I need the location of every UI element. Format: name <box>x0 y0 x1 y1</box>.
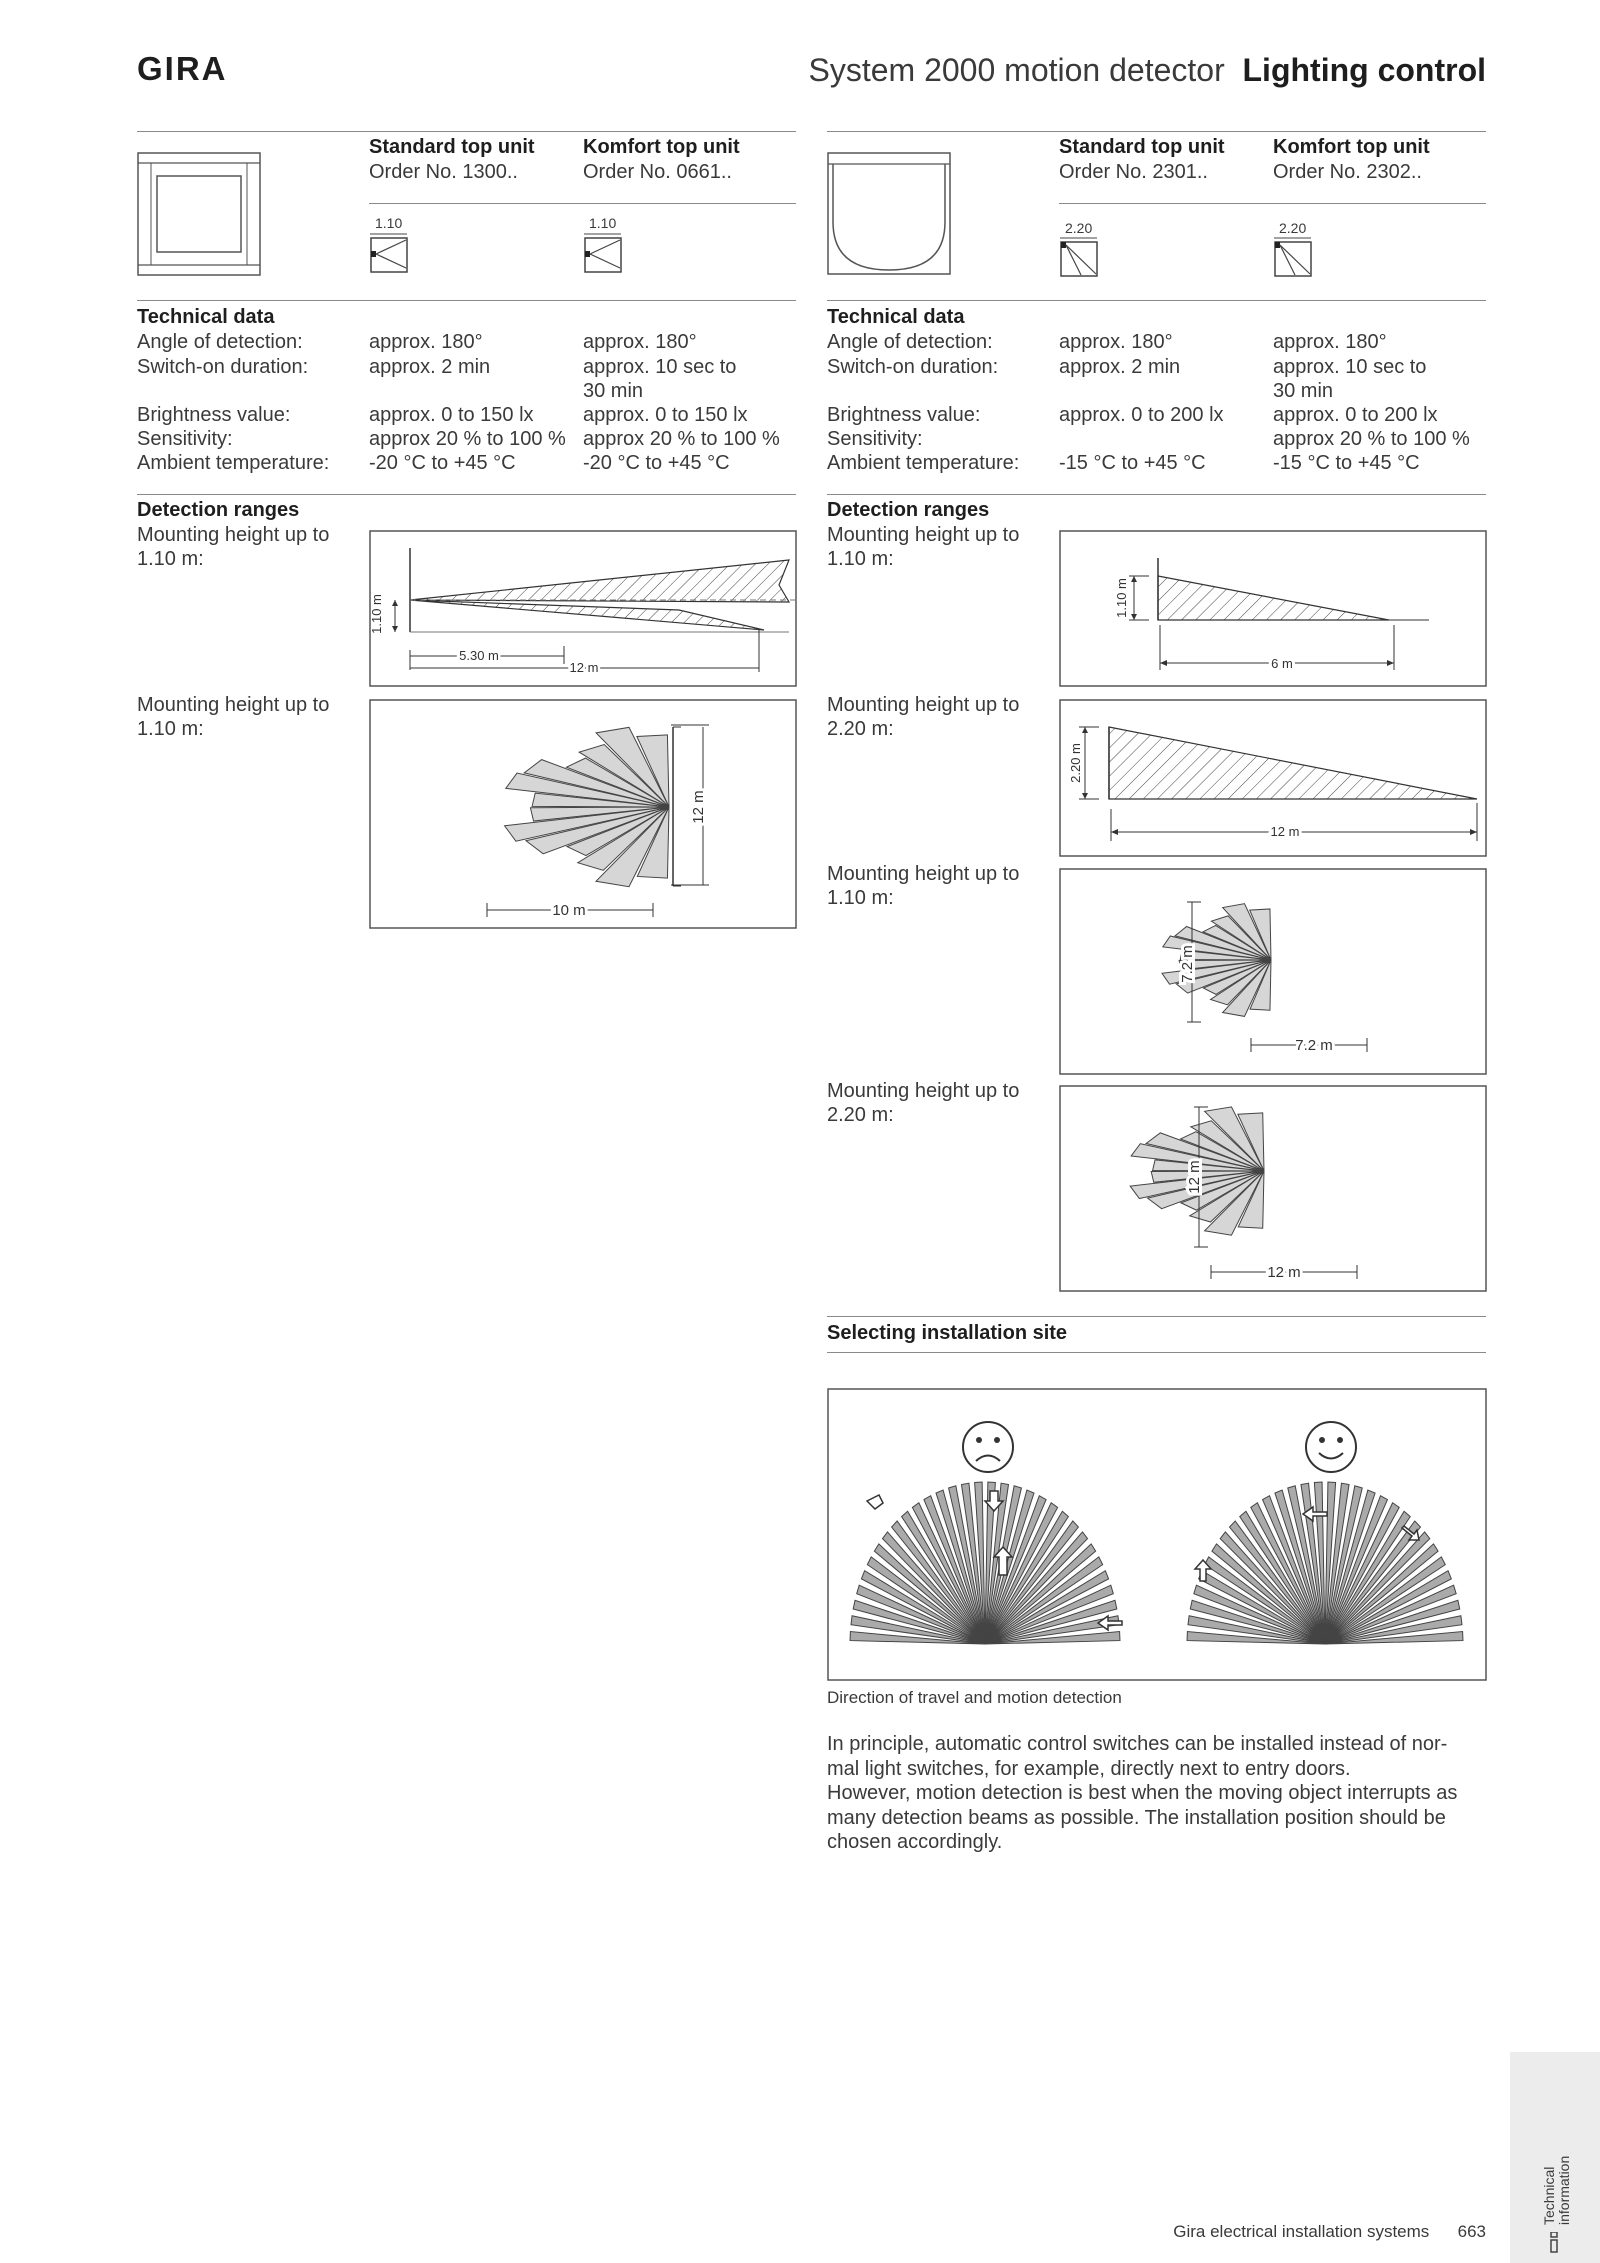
left-tech-label: Ambient temperature: <box>137 452 330 474</box>
symbol-low-mount-icon <box>369 232 409 274</box>
tab-line: Technical <box>1541 2166 1557 2225</box>
para-line: In principle, automatic control switches can be installed instead of nor- <box>827 1733 1448 1755</box>
device-round-top-illustration <box>827 152 951 276</box>
left-range1-height: 1.10 m <box>369 594 384 634</box>
body-paragraph <box>827 1732 1477 1855</box>
gira-logo: GIRA <box>137 50 228 87</box>
install-caption: Direction of travel and motion detection <box>827 1688 1122 1707</box>
para-line: However, motion detection is best when the moving object interrupts as <box>827 1782 1458 1804</box>
title-normal: System 2000 motion detector <box>808 52 1225 88</box>
install-heading: Selecting installation site <box>827 1322 1068 1344</box>
right-tech-v1: approx. 0 to 200 lx <box>1059 404 1224 426</box>
rule <box>369 203 796 204</box>
title-bold: Lighting control <box>1242 52 1486 88</box>
symbol-high-mount-icon <box>1273 236 1313 278</box>
range-label: Mounting height up to <box>137 694 330 716</box>
happy-face-icon <box>1306 1422 1356 1472</box>
range-label: Mounting height up to <box>827 524 1020 546</box>
symbol-high-mount-icon <box>1059 236 1099 278</box>
page-number: 663 <box>1457 2222 1486 2241</box>
rule <box>827 1316 1486 1317</box>
range-label: 1.10 m: <box>827 548 894 570</box>
left-tech-v1: -20 °C to +45 °C <box>369 452 516 474</box>
top-view-fan-diagram <box>369 699 797 929</box>
left-tech-label: Angle of detection: <box>137 331 303 353</box>
para-line: many detection beams as possible. The installation position should be <box>827 1806 1446 1829</box>
right-tech-heading: Technical data <box>827 306 965 328</box>
right-col2-symbol-label: 2.20 <box>1279 220 1307 236</box>
side-view-range-diagram <box>369 530 797 687</box>
right-tech-label: Angle of detection: <box>827 331 993 353</box>
rule <box>827 494 1486 495</box>
right-tech-v2: -15 °C to +45 °C <box>1273 452 1420 474</box>
left-tech-v1: approx. 180° <box>369 331 483 353</box>
right-tech-v2: approx. 0 to 200 lx <box>1273 404 1438 426</box>
left-range1-dist1: 5.30 m <box>459 648 499 663</box>
right-range3-vert: 7.2 m <box>1179 945 1196 983</box>
right-range1-height: 1.10 m <box>1114 578 1129 618</box>
left-tech-label: Sensitivity: <box>137 428 233 450</box>
left-tech-v1: approx. 0 to 150 lx <box>369 404 534 426</box>
left-col2-order: Order No. 0661.. <box>583 161 732 183</box>
right-range3-width: 7.2 m <box>1295 1037 1333 1054</box>
right-tech-v2: approx. 180° <box>1273 331 1387 353</box>
right-tech-label: Switch-on duration: <box>827 356 999 378</box>
right-tech-label: Ambient temperature: <box>827 452 1020 474</box>
rule <box>827 131 1486 132</box>
range-label: 2.20 m: <box>827 718 894 740</box>
left-tech-v2: approx. 0 to 150 lx <box>583 404 748 426</box>
right-tech-label: Sensitivity: <box>827 428 923 450</box>
device-standard-square-illustration <box>137 152 261 276</box>
side-view-range-diagram <box>1059 699 1487 857</box>
left-tech-v2: approx. 10 sec to <box>583 356 737 378</box>
right-tech-v1: -15 °C to +45 °C <box>1059 452 1206 474</box>
symbol-low-mount-icon <box>583 232 623 274</box>
left-ranges-heading: Detection ranges <box>137 499 300 521</box>
right-col2-order: Order No. 2302.. <box>1273 161 1422 183</box>
info-icon <box>1548 2232 1562 2254</box>
page-title <box>809 52 1487 89</box>
left-tech-v2: approx 20 % to 100 % <box>583 428 780 450</box>
left-range1-dist2: 12 m <box>569 660 599 675</box>
rule <box>827 1352 1486 1353</box>
right-tech-v2: approx 20 % to 100 % <box>1273 428 1470 450</box>
left-col1-name: Standard top unit <box>369 136 535 158</box>
right-tech-v2: approx. 10 sec to <box>1273 356 1427 378</box>
range-label: Mounting height up to <box>827 863 1020 885</box>
top-view-fan-diagram <box>1059 1085 1487 1292</box>
left-tech-v2: -20 °C to +45 °C <box>583 452 730 474</box>
right-range2-dist: 12 m <box>1270 824 1300 839</box>
range-label: 2.20 m: <box>827 1104 894 1126</box>
right-tech-label: Brightness value: <box>827 404 981 426</box>
range-label: 1.10 m: <box>137 548 204 570</box>
range-label: Mounting height up to <box>827 694 1020 716</box>
rule <box>137 494 796 495</box>
left-range2-width: 10 m <box>552 902 586 919</box>
tab-line: information <box>1556 2155 1572 2225</box>
left-col1-symbol-label: 1.10 <box>375 215 403 231</box>
left-col1-order: Order No. 1300.. <box>369 161 518 183</box>
para-line: chosen accordingly. <box>827 1831 1003 1853</box>
right-tech-v2b: 30 min <box>1273 380 1334 402</box>
rule <box>137 131 796 132</box>
right-range4-width: 12 m <box>1267 1264 1301 1281</box>
rule <box>827 300 1486 301</box>
range-label: Mounting height up to <box>827 1080 1020 1102</box>
right-col1-symbol-label: 2.20 <box>1065 220 1093 236</box>
sad-face-icon <box>963 1422 1013 1472</box>
left-range2-vert: 12 m <box>690 790 707 824</box>
para-line: mal light switches, for example, directly next to entry doors. <box>827 1757 1351 1780</box>
side-view-range-diagram <box>1059 530 1487 687</box>
range-label: 1.10 m: <box>827 887 894 909</box>
left-col2-name: Komfort top unit <box>583 136 740 158</box>
rule <box>1059 203 1486 204</box>
range-label: 1.10 m: <box>137 718 204 740</box>
right-range2-height: 2.20 m <box>1068 743 1083 783</box>
left-col2-symbol-label: 1.10 <box>589 215 617 231</box>
left-tech-v2b: 30 min <box>583 380 644 402</box>
right-tech-v1: approx. 2 min <box>1059 356 1181 378</box>
right-range1-dist: 6 m <box>1271 656 1293 671</box>
left-tech-label: Brightness value: <box>137 404 291 426</box>
right-col2-name: Komfort top unit <box>1273 136 1430 158</box>
right-range4-vert: 12 m <box>1186 1160 1203 1194</box>
installation-site-illustration <box>827 1388 1487 1681</box>
left-tech-v2: approx. 180° <box>583 331 697 353</box>
range-label: Mounting height up to <box>137 524 330 546</box>
footer <box>1173 2222 1486 2242</box>
left-tech-heading: Technical data <box>137 306 275 328</box>
left-tech-label: Switch-on duration: <box>137 356 309 378</box>
footer-text: Gira electrical installation systems <box>1173 2222 1430 2241</box>
right-col1-name: Standard top unit <box>1059 136 1225 158</box>
top-view-fan-diagram <box>1059 868 1487 1075</box>
right-col1-order: Order No. 2301.. <box>1059 161 1208 183</box>
rule <box>137 300 796 301</box>
right-ranges-heading: Detection ranges <box>827 499 990 521</box>
left-tech-v1: approx. 2 min <box>369 356 491 378</box>
right-tech-v1: approx. 180° <box>1059 331 1173 353</box>
section-side-tab-label <box>1542 2156 1572 2225</box>
left-tech-v1: approx 20 % to 100 % <box>369 428 566 450</box>
